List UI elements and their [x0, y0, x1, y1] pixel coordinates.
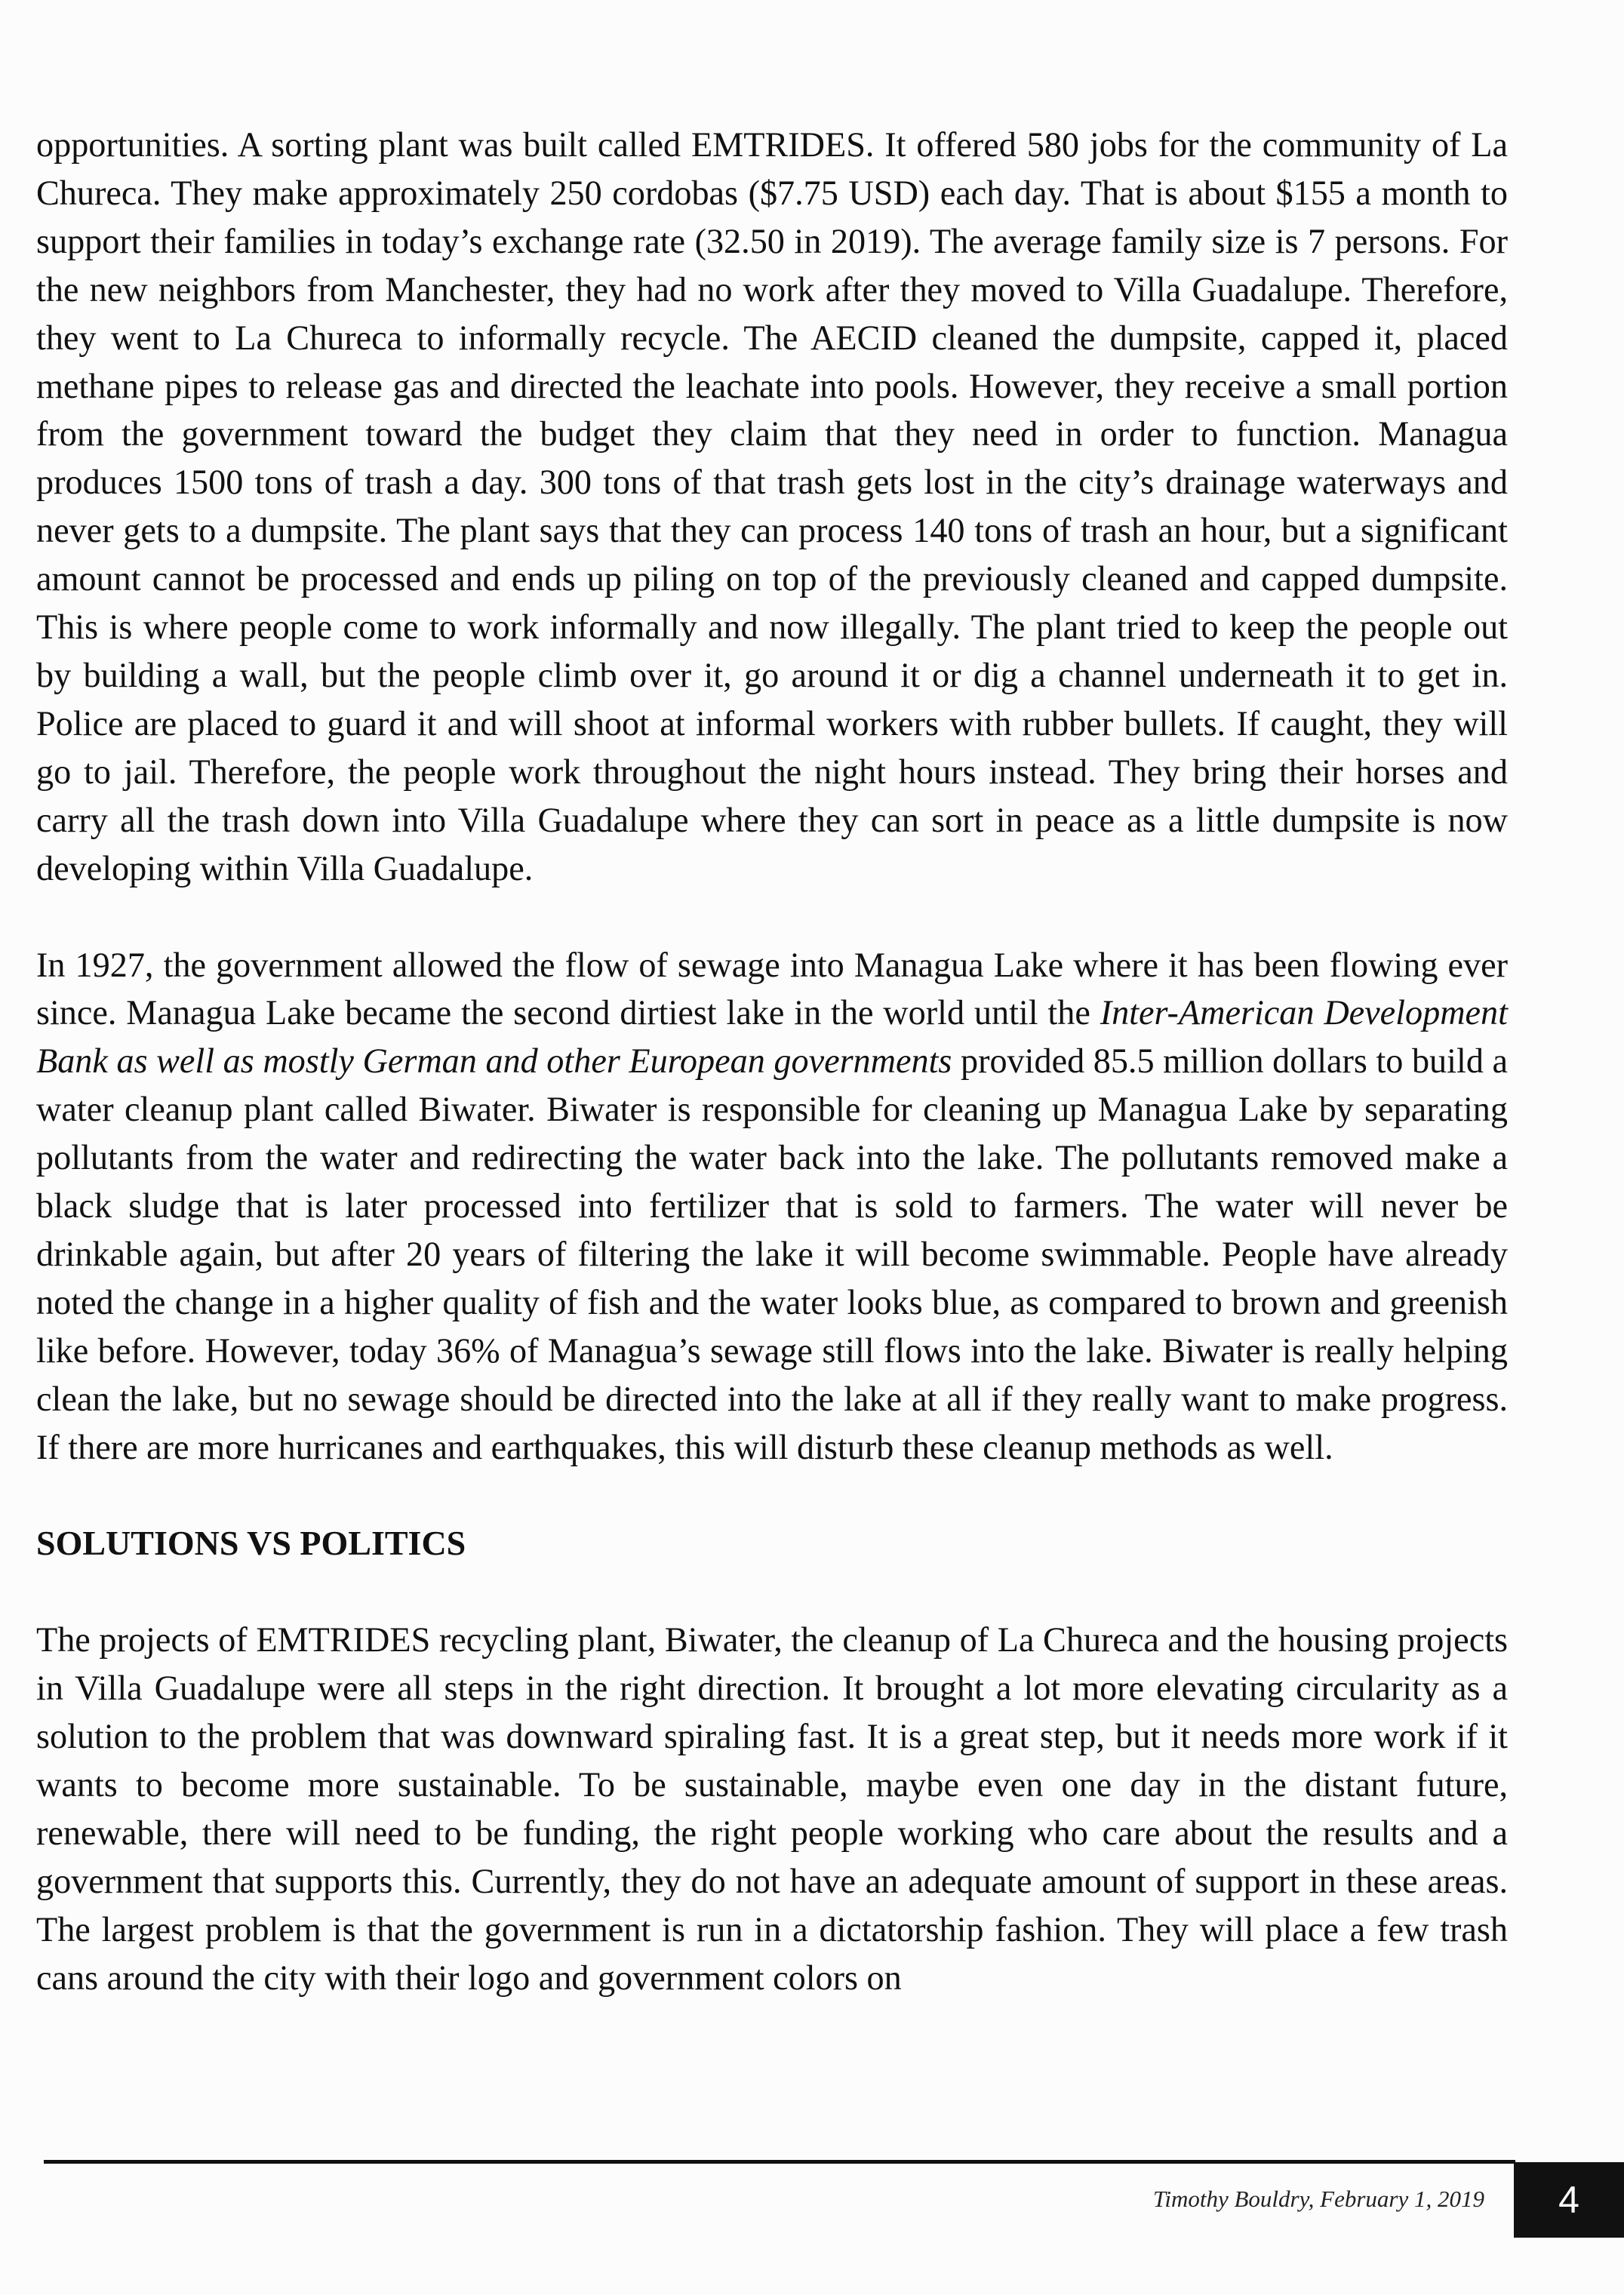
paragraph-text: provided 85.5 million dollars to build a water cleanup plant called Biwater. Biwater is responsible for cleaning up Managua Lake by separating pollutants from the water and redirecting the water back into the lake. The pollutants removed make a black sludge that is later processed into fertilizer that is sold to farmers. The water will never be drinkable again, but after 20 years of filtering the lake it will become swimmable. People have already noted the change in a higher quality of fish and the water looks blue, as compared to brown and greenish like before. However, today 36% of Managua’s sewage still flows into the lake. Biwater is really helping clean the lake, but no sewage should be directed into the lake at all if they really want to make progress. If there are more hurricanes and earthquakes, this will disturb these cleanup methods as well. — [36, 1041, 1508, 1466]
paragraph-text: In 1927, the government allowed the flow of sewage into Managua Lake where it has been flowing ever since. Managua Lake became the second dirtiest lake in the world until the — [36, 945, 1508, 1032]
paragraph-emtrides: opportunities. A sorting plant was built called EMTRIDES. It offered 580 jobs for the community of La Chureca. They make approximately 250 cordobas ($7.75 USD) each day. That is about $155 a month to support their families in today’s exchange rate (32.50 in 2019). The average family size is 7 persons. For the new neighbors from Manchester, they had no work after they moved to Villa Guadalupe. Therefore, they went to La Chureca to informally recycle. The AECID cleaned the dumpsite, capped it, placed methane pipes to release gas and directed the leachate into pools. However, they receive a small portion from the government toward the budget they claim that they need in order to function. Managua produces 1500 tons of trash a day. 300 tons of that trash gets lost in the city’s drainage waterways and never gets to a dumpsite. The plant says that they can process 140 tons of trash an hour, but a significant amount cannot be processed and ends up piling on top of the previously cleaned and capped dumpsite. This is where people come to work informally and now illegally. The plant tried to keep the people out by building a wall, but the people climb over it, go around it or dig a channel underneath it to get in. Police are placed to guard it and will shoot at informal workers with rubber bullets. If caught, they will go to jail. Therefore, the people work throughout the night hours instead. They bring their horses and carry all the trash down into Villa Guadalupe where they can sort in peace as a little dumpsite is now developing within Villa Guadalupe. — [36, 125, 1508, 888]
paragraph-solutions: The projects of EMTRIDES recycling plant, Biwater, the cleanup of La Chureca and the housing projects in Villa Guadalupe were all steps in the right direction. It brought a lot more elevating circularity as a solution to the problem that was downward spiraling fast. It is a great step, but it needs more work if it wants to become more sustainable. To be sustainable, maybe even one day in the distant future, renewable, there will need to be funding, the right people working who care about the results and a government that supports this. Currently, they do not have an adequate amount of support in these areas. The largest problem is that the government is run in a dictatorship fashion. They will place a few trash cans around the city with their logo and government colors on — [36, 1620, 1508, 1997]
paragraph-spacer — [36, 1471, 1508, 1519]
page-number: 4 — [1514, 2162, 1624, 2238]
paragraph-managua-lake — [36, 941, 1508, 1472]
paragraph-spacer — [36, 1567, 1508, 1616]
footer-credit: Timothy Bouldry, February 1, 2019 — [1152, 2186, 1484, 2212]
section-heading: SOLUTIONS VS POLITICS — [36, 1524, 466, 1563]
page-body — [36, 121, 1508, 2002]
footer-divider — [44, 2160, 1515, 2164]
italic-funders-text: Inter-American Development Bank as well as mostly German and other European governments — [36, 993, 1508, 1081]
paragraph-spacer — [36, 893, 1508, 941]
